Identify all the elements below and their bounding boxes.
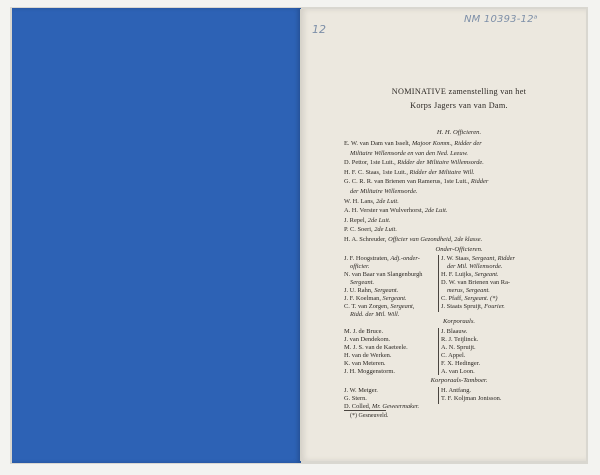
officer-line bbox=[344, 140, 482, 148]
name-text: C. Pfaff, bbox=[441, 295, 465, 302]
rank-text: Sergeant. bbox=[374, 287, 399, 294]
tamboers-column-divider bbox=[438, 387, 439, 404]
footnote-rule bbox=[344, 410, 386, 411]
rank-text: Sergeant. bbox=[474, 271, 499, 278]
name-text: D. Colled, bbox=[344, 403, 373, 410]
name-text: H. F. Luijks, bbox=[441, 271, 475, 278]
name-text: J. van Dendekom. bbox=[344, 336, 391, 343]
rank-text: Majoor Komm., Ridder der bbox=[411, 140, 482, 147]
rank-text: 2de Luit. bbox=[376, 197, 399, 205]
name-text: A. van Loon. bbox=[441, 368, 475, 375]
rank-text: Officier van Gezondheid, 2de klasse. bbox=[388, 236, 483, 243]
nco-line bbox=[344, 255, 423, 263]
name-text: J. W. Staas, bbox=[441, 255, 472, 262]
corporal-line bbox=[344, 360, 408, 368]
corporal-line bbox=[344, 368, 408, 376]
rank-text: 2de Luit. bbox=[367, 216, 391, 224]
corporals-right-column bbox=[441, 328, 480, 376]
name-text: G. Stern. bbox=[344, 395, 367, 402]
name-text: M. J. de Bruce. bbox=[344, 328, 384, 335]
nco-line bbox=[441, 263, 515, 271]
rank-text: Ridder der Militaire Will. bbox=[409, 168, 475, 176]
tamboers-heading: Korporaals-Tamboer. bbox=[430, 377, 488, 384]
handwritten-inventory-number: NM 10393-12ᵃ bbox=[464, 14, 538, 25]
name-text: G. C. R. R. van Brienen van Ramerus, 1ste Luit., bbox=[344, 178, 471, 186]
officer-line bbox=[344, 150, 468, 158]
nco-line bbox=[344, 287, 423, 295]
name-text: H. F. C. Staas, 1ste Luit., bbox=[344, 168, 410, 176]
officer-line bbox=[344, 198, 399, 206]
nco-line bbox=[441, 271, 515, 279]
rank-text: Ridder der Militaire Willemsorde. bbox=[397, 159, 484, 167]
rank-text: der Mil. Willemsorde. bbox=[447, 263, 503, 270]
name-text: E. W. van Dam van Isselt, bbox=[344, 140, 412, 147]
rank-text: merus, Sergeant. bbox=[447, 287, 490, 294]
rank-text: Mr. Geweermaker. bbox=[372, 403, 420, 410]
name-text: H. van de Werken. bbox=[344, 352, 392, 359]
nco-right-column bbox=[441, 255, 515, 311]
name-text: N. van Baar van Slangenburgh bbox=[344, 271, 423, 278]
name-text: J. H. Moggenstorm. bbox=[344, 368, 395, 375]
officer-line bbox=[344, 169, 475, 177]
rank-text: Sergeant, Ridder bbox=[471, 255, 515, 262]
corporals-heading: Korporaals. bbox=[442, 318, 476, 325]
corporal-line bbox=[441, 368, 480, 376]
corporal-line bbox=[441, 360, 480, 368]
name-text: C. T. van Zorgen, bbox=[344, 303, 391, 310]
handwritten-page-number: 12 bbox=[312, 23, 326, 36]
nco-line bbox=[344, 279, 423, 287]
corporals-left-column bbox=[344, 328, 408, 376]
officer-line bbox=[344, 207, 448, 215]
corporal-line bbox=[344, 344, 408, 352]
nco-line bbox=[441, 287, 515, 295]
corporal-line bbox=[441, 336, 480, 344]
name-text: W. H. Lans, bbox=[344, 197, 377, 205]
corporal-line bbox=[441, 328, 480, 336]
nco-left-column bbox=[344, 255, 423, 319]
name-text: A. H. Verster van Wulverhorst, bbox=[344, 207, 425, 215]
officer-line bbox=[344, 178, 488, 186]
name-text: J. F. Koelman, bbox=[344, 295, 383, 302]
nco-line bbox=[344, 303, 423, 311]
blue-cover-page bbox=[12, 8, 301, 463]
rank-text: Fourier. bbox=[484, 303, 505, 310]
rank-text: Sergeant. (*) bbox=[464, 295, 498, 302]
name-text: J. F. Hoogstraten, bbox=[344, 255, 391, 262]
tamboer-line bbox=[441, 395, 501, 403]
title-line-1: NOMINATIVE zamenstelling van het bbox=[391, 87, 527, 96]
nco-heading: Onder-Officieren. bbox=[435, 246, 483, 253]
name-text: D. W. van Brienen van Ra- bbox=[441, 279, 511, 286]
name-text: H. A. Schreuder, bbox=[344, 236, 389, 243]
rank-text: 2de Luit. bbox=[424, 207, 448, 215]
nco-line bbox=[441, 279, 515, 287]
officer-line bbox=[344, 236, 482, 244]
name-text: J. W. Metger. bbox=[344, 387, 378, 394]
corporal-line bbox=[344, 336, 408, 344]
tamboers-right-column bbox=[441, 387, 501, 403]
nco-line bbox=[344, 263, 423, 271]
officers-heading: H. H. Officieren. bbox=[436, 129, 482, 136]
title-line-2: Korps Jagers van van Dam. bbox=[410, 101, 508, 110]
nco-line bbox=[344, 271, 423, 279]
nco-line bbox=[441, 295, 515, 303]
rank-text: 2de Luit. bbox=[374, 226, 397, 234]
corporal-line bbox=[344, 328, 408, 336]
rank-text: Adj.-onder- bbox=[390, 255, 420, 262]
tamboers-left-column bbox=[344, 387, 419, 411]
nco-line bbox=[441, 255, 515, 263]
name-text: T. F. Koljman Jonisson. bbox=[441, 395, 502, 402]
name-text: K. van Meteren. bbox=[344, 360, 386, 367]
name-text: A. N. Spruijt. bbox=[441, 344, 476, 351]
rank-text: Sergeant. bbox=[350, 279, 375, 286]
corporal-line bbox=[344, 352, 408, 360]
name-text: D. Pettor, 1ste Luit., bbox=[344, 159, 398, 167]
corporal-line bbox=[441, 352, 480, 360]
corporals-column-divider bbox=[438, 328, 439, 375]
name-text: J. U. Rahn, bbox=[344, 287, 375, 294]
name-text: H. Antfang. bbox=[441, 387, 471, 394]
document-page bbox=[300, 9, 586, 461]
officer-line bbox=[344, 226, 397, 234]
rank-text: Ridd. der Mil. Will. bbox=[350, 311, 400, 318]
rank-text: Militaire Willemsorde en van den Ned. Leeuw. bbox=[350, 149, 468, 157]
rank-text: der Militaire Willemsorde. bbox=[350, 188, 418, 195]
nco-column-divider bbox=[438, 255, 439, 312]
rank-text: Sergeant, bbox=[390, 303, 415, 310]
nco-line bbox=[344, 295, 423, 303]
rank-text: Sergeant. bbox=[382, 295, 407, 302]
corporal-line bbox=[441, 344, 480, 352]
name-text: J. Blaauw. bbox=[441, 328, 468, 335]
officer-line bbox=[344, 217, 391, 225]
name-text: J. Staats Spruijt, bbox=[441, 303, 485, 310]
name-text: J. Repel, bbox=[344, 216, 368, 224]
name-text: P. C. Soeri, bbox=[344, 226, 375, 234]
name-text: C. Appel. bbox=[441, 352, 466, 359]
name-text: R. J. Teijlinck. bbox=[441, 336, 479, 343]
tamboer-line bbox=[344, 387, 419, 395]
name-text: F. X. Hedinger. bbox=[441, 360, 481, 367]
footnote: (*) Gesneuveld. bbox=[350, 413, 389, 419]
rank-text: officier. bbox=[350, 263, 370, 270]
tamboer-line bbox=[441, 387, 501, 395]
nco-line bbox=[441, 303, 515, 311]
officer-line bbox=[344, 159, 484, 167]
tamboer-line bbox=[344, 395, 419, 403]
officer-line bbox=[344, 188, 418, 196]
name-text: M. J. S. van de Kaeteele. bbox=[344, 344, 408, 351]
rank-text: Ridder bbox=[470, 178, 489, 186]
